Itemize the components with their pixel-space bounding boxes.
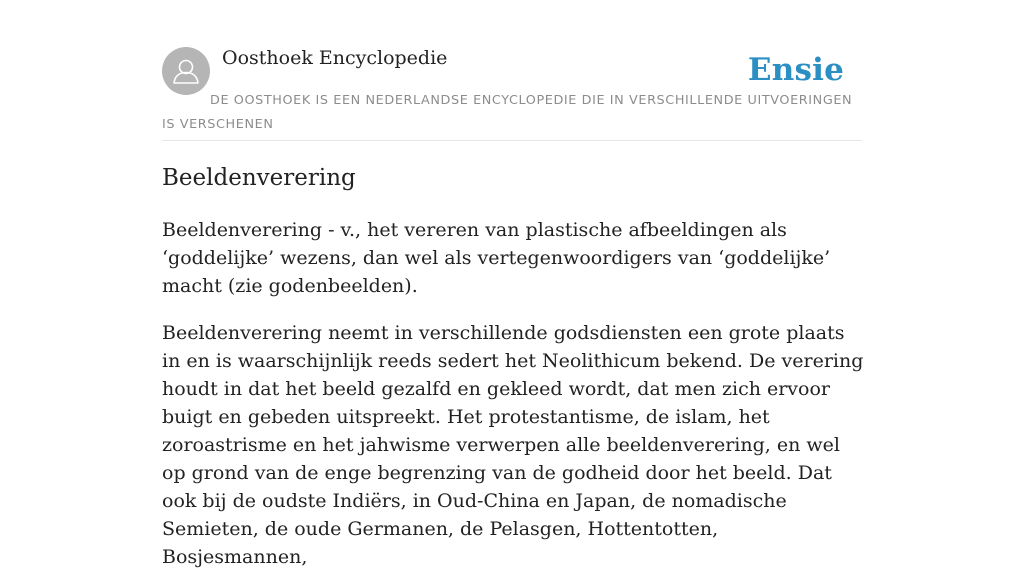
content-column <box>162 0 864 568</box>
site-title[interactable]: Oosthoek Encyclopedie <box>222 47 448 69</box>
header <box>162 0 862 141</box>
user-icon <box>162 47 210 95</box>
brand-logo[interactable]: Ensie <box>747 52 844 88</box>
article-paragraph: Beeldenverering - v., het vereren van plastische afbeeldingen als ‘goddelijke’ wezens, dan wel als vertegenwoordigers van ‘goddelijke’ macht (zie godenbeelden). <box>162 219 831 297</box>
article-title: Beeldenverering <box>162 165 356 191</box>
site-tagline: DE OOSTHOEK IS EEN NEDERLANDSE ENCYCLOPEDIE DIE IN VERSCHILLENDE UITVOERINGEN IS VERSCHENEN <box>162 93 853 132</box>
article-paragraph: Beeldenverering neemt in verschillende godsdiensten een grote plaats in en is waarschijnlijk reeds sedert het Neolithicum bekend. De verering houdt in dat het beeld gezalfd en gekleed wordt, dat men zich ervoor buigt en gebeden uitspreekt. Het protestantisme, de islam, het zoroastrisme en het jahwisme verwerpen alle beeldenverering, en wel op grond van de enge begrenzing van de godheid door het beeld. Dat ook bij de oudste Indiërs, in Oud-China en Japan, de nomadische Semieten, de oude Germanen, de Pelasgen, Hottentotten, Bosjesmannen, <box>162 322 864 568</box>
avatar[interactable] <box>162 47 210 95</box>
